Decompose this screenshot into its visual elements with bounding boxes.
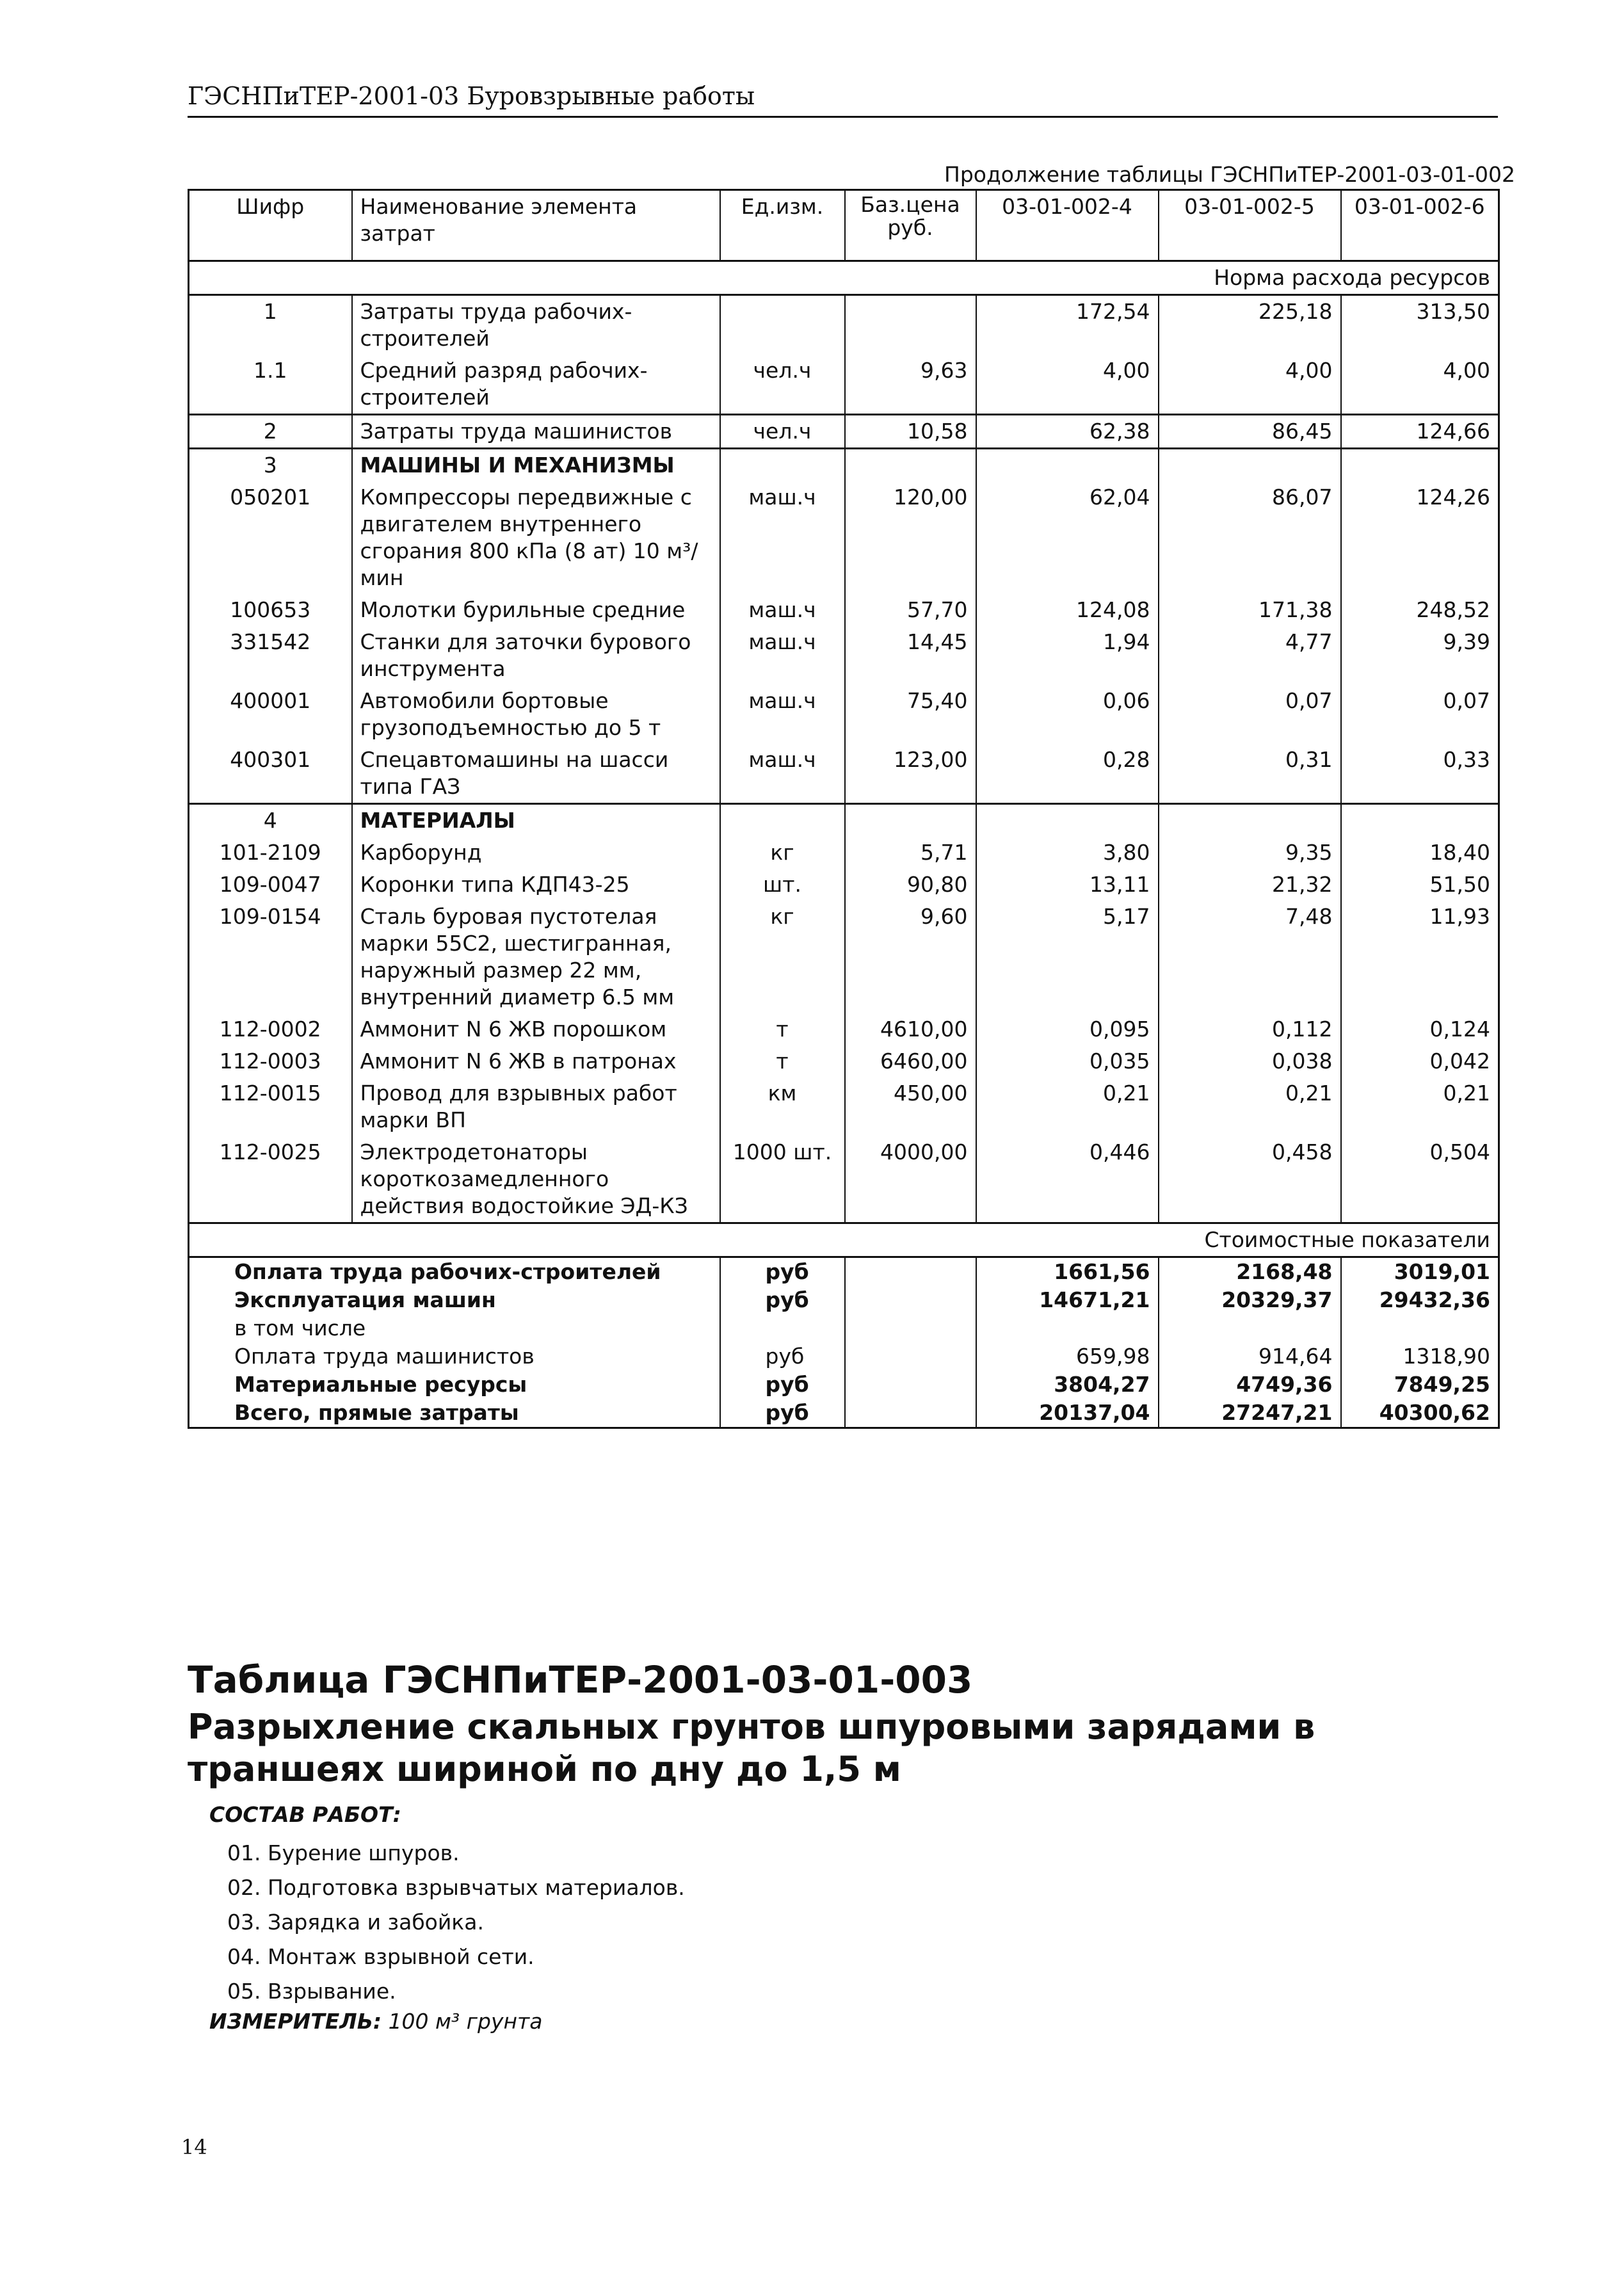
value-cell: 4,00 (1159, 355, 1341, 415)
name-cell: Аммонит N 6 ЖВ в патронах (352, 1045, 720, 1077)
unit-cell: кг (720, 901, 845, 1013)
table-row (189, 449, 1499, 482)
cost-row (189, 1399, 1499, 1428)
running-header: ГЭСНПиТЕР-2001-03 Буровзрывные работы (188, 82, 755, 110)
table-row (189, 594, 1499, 626)
work-composition-label: СОСТАВ РАБОТ: (209, 1802, 401, 1827)
operation-item: 05. Взрывание. (227, 1979, 396, 2004)
unit-cell: чел.ч (720, 355, 845, 415)
table-cell (845, 1286, 976, 1314)
value-cell: 2168,48 (1159, 1257, 1341, 1287)
cost-row (189, 1371, 1499, 1399)
unit-cell: маш.ч (720, 685, 845, 744)
value-cell (1159, 804, 1341, 837)
value-cell: 0,504 (1341, 1136, 1499, 1223)
name-cell: Карборунд (352, 837, 720, 869)
table-cell (189, 1223, 352, 1257)
value-cell: 659,98 (976, 1342, 1159, 1371)
value-cell: 313,50 (1341, 295, 1499, 355)
name-cell: Спецавтомашины на шасси типа ГАЗ (352, 744, 720, 804)
price-cell: 90,80 (845, 869, 976, 901)
value-cell: 4,00 (976, 355, 1159, 415)
code-cell: 109-0047 (189, 869, 352, 901)
value-cell: 9,39 (1341, 626, 1499, 685)
name-cell: Затраты труда машинистов (352, 415, 720, 449)
operation-item: 04. Монтаж взрывной сети. (227, 1944, 535, 1969)
value-cell: 0,124 (1341, 1013, 1499, 1045)
operation-item: 02. Подготовка взрывчатых материалов. (227, 1875, 685, 1900)
value-cell: 40300,62 (1341, 1399, 1499, 1428)
column-header: Баз.цена руб. (845, 190, 976, 261)
price-cell: 6460,00 (845, 1045, 976, 1077)
value-cell: 4,77 (1159, 626, 1341, 685)
table-row (189, 481, 1499, 594)
value-cell (1159, 449, 1341, 482)
table-cell (845, 1342, 976, 1371)
unit-cell: руб (720, 1257, 845, 1287)
norm-label: Норма расхода ресурсов (976, 261, 1499, 295)
price-cell: 10,58 (845, 415, 976, 449)
unit-cell: шт. (720, 869, 845, 901)
page-number: 14 (181, 2135, 207, 2159)
value-cell: 18,40 (1341, 837, 1499, 869)
table-row (189, 901, 1499, 1013)
unit-cell: маш.ч (720, 744, 845, 804)
code-cell: 101-2109 (189, 837, 352, 869)
value-cell: 3019,01 (1341, 1257, 1499, 1287)
value-cell: 0,21 (1341, 1077, 1499, 1136)
unit-cell: чел.ч (720, 415, 845, 449)
code-cell: 112-0015 (189, 1077, 352, 1136)
table-cell (720, 1223, 845, 1257)
value-cell: 171,38 (1159, 594, 1341, 626)
unit-cell: руб (720, 1399, 845, 1428)
price-cell: 120,00 (845, 481, 976, 594)
table-row (189, 415, 1499, 449)
value-cell: 0,07 (1159, 685, 1341, 744)
table-row (189, 1013, 1499, 1045)
name-cell: Провод для взрывных работ марки ВП (352, 1077, 720, 1136)
measure-label: ИЗМЕРИТЕЛЬ: (209, 2009, 382, 2034)
name-cell: Автомобили бортовые грузоподъемностью до 5 т (352, 685, 720, 744)
column-header: 03-01-002-4 (976, 190, 1159, 261)
name-cell: Аммонит N 6 ЖВ порошком (352, 1013, 720, 1045)
value-cell: 0,07 (1341, 685, 1499, 744)
value-cell: 27247,21 (1159, 1399, 1341, 1428)
value-cell: 4749,36 (1159, 1371, 1341, 1399)
column-header: Ед.изм. (720, 190, 845, 261)
value-cell: 225,18 (1159, 295, 1341, 355)
price-cell: 4610,00 (845, 1013, 976, 1045)
value-cell: 62,38 (976, 415, 1159, 449)
value-cell: 0,038 (1159, 1045, 1341, 1077)
cost-label-row (189, 1223, 1499, 1257)
value-cell: 0,112 (1159, 1013, 1341, 1045)
value-cell (1159, 1314, 1341, 1342)
table-cell (845, 1399, 976, 1428)
table-row (189, 626, 1499, 685)
price-cell: 57,70 (845, 594, 976, 626)
value-cell: 20137,04 (976, 1399, 1159, 1428)
price-cell: 14,45 (845, 626, 976, 685)
value-cell: 0,06 (976, 685, 1159, 744)
value-cell: 0,042 (1341, 1045, 1499, 1077)
value-cell (1341, 449, 1499, 482)
unit-cell (720, 1314, 845, 1342)
unit-cell: маш.ч (720, 626, 845, 685)
value-cell: 62,04 (976, 481, 1159, 594)
value-cell: 124,66 (1341, 415, 1499, 449)
unit-cell (720, 449, 845, 482)
value-cell (1341, 804, 1499, 837)
price-cell: 9,63 (845, 355, 976, 415)
code-cell: 331542 (189, 626, 352, 685)
column-header: 03-01-002-5 (1159, 190, 1341, 261)
cost-row (189, 1286, 1499, 1314)
unit-cell: т (720, 1013, 845, 1045)
cost-label: Стоимостные показатели (976, 1223, 1499, 1257)
value-cell: 29432,36 (1341, 1286, 1499, 1314)
value-cell: 5,17 (976, 901, 1159, 1013)
code-cell: 400001 (189, 685, 352, 744)
name-cell: МАШИНЫ И МЕХАНИЗМЫ (352, 449, 720, 482)
unit-cell: км (720, 1077, 845, 1136)
table-cell (845, 1223, 976, 1257)
name-cell: Станки для заточки бурового инструмента (352, 626, 720, 685)
table-row (189, 1136, 1499, 1223)
table-row (189, 355, 1499, 415)
value-cell: 0,21 (976, 1077, 1159, 1136)
unit-cell: маш.ч (720, 594, 845, 626)
column-header: Шифр (189, 190, 352, 261)
value-cell: 0,33 (1341, 744, 1499, 804)
name-cell: Электродетонаторы короткозамедленного действия водостойкие ЭД-КЗ (352, 1136, 720, 1223)
value-cell: 20329,37 (1159, 1286, 1341, 1314)
table-row (189, 837, 1499, 869)
cost-name-cell: Эксплуатация машин (189, 1286, 720, 1314)
table-cell (845, 1371, 976, 1399)
value-cell (976, 804, 1159, 837)
name-cell: Средний разряд рабочих-строителей (352, 355, 720, 415)
value-cell: 0,31 (1159, 744, 1341, 804)
measure-line (209, 2009, 543, 2034)
value-cell: 0,21 (1159, 1077, 1341, 1136)
code-cell: 050201 (189, 481, 352, 594)
value-cell: 86,07 (1159, 481, 1341, 594)
unit-cell: руб (720, 1342, 845, 1371)
table-continuation-note: Продолжение таблицы ГЭСНПиТЕР-2001-03-01-002 (944, 162, 1516, 187)
price-cell: 123,00 (845, 744, 976, 804)
cost-row (189, 1342, 1499, 1371)
value-cell: 9,35 (1159, 837, 1341, 869)
unit-cell: 1000 шт. (720, 1136, 845, 1223)
price-cell (845, 295, 976, 355)
unit-cell (720, 804, 845, 837)
value-cell: 0,28 (976, 744, 1159, 804)
name-cell: Коронки типа КДП43-25 (352, 869, 720, 901)
table-cell (845, 1257, 976, 1287)
price-cell: 9,60 (845, 901, 976, 1013)
next-table-subtitle: Разрыхление скальных грунтов шпуровыми зарядами в траншеях шириной по дну до 1,5 м (188, 1707, 1315, 1789)
value-cell (976, 1314, 1159, 1342)
unit-cell: маш.ч (720, 481, 845, 594)
code-cell: 112-0003 (189, 1045, 352, 1077)
code-cell: 1.1 (189, 355, 352, 415)
code-cell: 100653 (189, 594, 352, 626)
price-cell: 4000,00 (845, 1136, 976, 1223)
value-cell: 124,08 (976, 594, 1159, 626)
value-cell: 3,80 (976, 837, 1159, 869)
price-cell (845, 804, 976, 837)
header-rule (188, 116, 1498, 118)
value-cell: 172,54 (976, 295, 1159, 355)
unit-cell: руб (720, 1371, 845, 1399)
next-table-title: Таблица ГЭСНПиТЕР-2001-03-01-003 (188, 1658, 973, 1702)
operation-item: 03. Зарядка и забойка. (227, 1910, 484, 1935)
value-cell: 14671,21 (976, 1286, 1159, 1314)
measure-value: 100 м³ грунта (388, 2009, 543, 2034)
table-row (189, 1077, 1499, 1136)
code-cell: 4 (189, 804, 352, 837)
cost-name-cell: в том числе (189, 1314, 720, 1342)
code-cell: 112-0025 (189, 1136, 352, 1223)
unit-cell: руб (720, 1286, 845, 1314)
value-cell: 0,035 (976, 1045, 1159, 1077)
operations-list (227, 1836, 685, 2009)
code-cell: 3 (189, 449, 352, 482)
price-cell: 450,00 (845, 1077, 976, 1136)
cost-row (189, 1314, 1499, 1342)
cost-row (189, 1257, 1499, 1287)
name-cell: Молотки бурильные средние (352, 594, 720, 626)
value-cell: 1318,90 (1341, 1342, 1499, 1371)
price-cell: 5,71 (845, 837, 976, 869)
resource-table (188, 189, 1500, 1429)
table-cell (845, 1314, 976, 1342)
price-cell: 75,40 (845, 685, 976, 744)
name-cell: Компрессоры передвижные с двигателем внутреннего сгорания 800 кПа (8 ат) 10 м³/мин (352, 481, 720, 594)
table-row (189, 295, 1499, 355)
code-cell: 400301 (189, 744, 352, 804)
table-row (189, 869, 1499, 901)
name-cell: Затраты труда рабочих-строителей (352, 295, 720, 355)
value-cell: 0,458 (1159, 1136, 1341, 1223)
value-cell: 86,45 (1159, 415, 1341, 449)
value-cell: 3804,27 (976, 1371, 1159, 1399)
norm-label-row (189, 261, 1499, 295)
unit-cell: кг (720, 837, 845, 869)
value-cell: 11,93 (1341, 901, 1499, 1013)
name-cell: Сталь буровая пустотелая марки 55С2, шестигранная, наружный размер 22 мм, внутренний диаметр 6.5 мм (352, 901, 720, 1013)
value-cell: 914,64 (1159, 1342, 1341, 1371)
table-header-row (189, 190, 1499, 261)
cost-name-cell: Оплата труда рабочих-строителей (189, 1257, 720, 1287)
value-cell: 51,50 (1341, 869, 1499, 901)
table-row (189, 744, 1499, 804)
code-cell: 1 (189, 295, 352, 355)
price-cell (845, 449, 976, 482)
value-cell: 0,095 (976, 1013, 1159, 1045)
value-cell: 21,32 (1159, 869, 1341, 901)
code-cell: 2 (189, 415, 352, 449)
operation-item: 01. Бурение шпуров. (227, 1840, 460, 1865)
value-cell (1341, 1314, 1499, 1342)
value-cell (976, 449, 1159, 482)
table-row (189, 1045, 1499, 1077)
value-cell: 7849,25 (1341, 1371, 1499, 1399)
table-row (189, 685, 1499, 744)
value-cell: 13,11 (976, 869, 1159, 901)
table-cell (352, 1223, 720, 1257)
value-cell: 7,48 (1159, 901, 1341, 1013)
value-cell: 1661,56 (976, 1257, 1159, 1287)
code-cell: 109-0154 (189, 901, 352, 1013)
cost-name-cell: Материальные ресурсы (189, 1371, 720, 1399)
column-header: Наименование элемента затрат (352, 190, 720, 261)
column-header: 03-01-002-6 (1341, 190, 1499, 261)
code-cell: 112-0002 (189, 1013, 352, 1045)
unit-cell (720, 295, 845, 355)
value-cell: 248,52 (1341, 594, 1499, 626)
unit-cell: т (720, 1045, 845, 1077)
value-cell: 124,26 (1341, 481, 1499, 594)
value-cell: 1,94 (976, 626, 1159, 685)
name-cell: МАТЕРИАЛЫ (352, 804, 720, 837)
value-cell: 0,446 (976, 1136, 1159, 1223)
cost-name-cell: Оплата труда машинистов (189, 1342, 720, 1371)
table-row (189, 804, 1499, 837)
cost-name-cell: Всего, прямые затраты (189, 1399, 720, 1428)
value-cell: 4,00 (1341, 355, 1499, 415)
